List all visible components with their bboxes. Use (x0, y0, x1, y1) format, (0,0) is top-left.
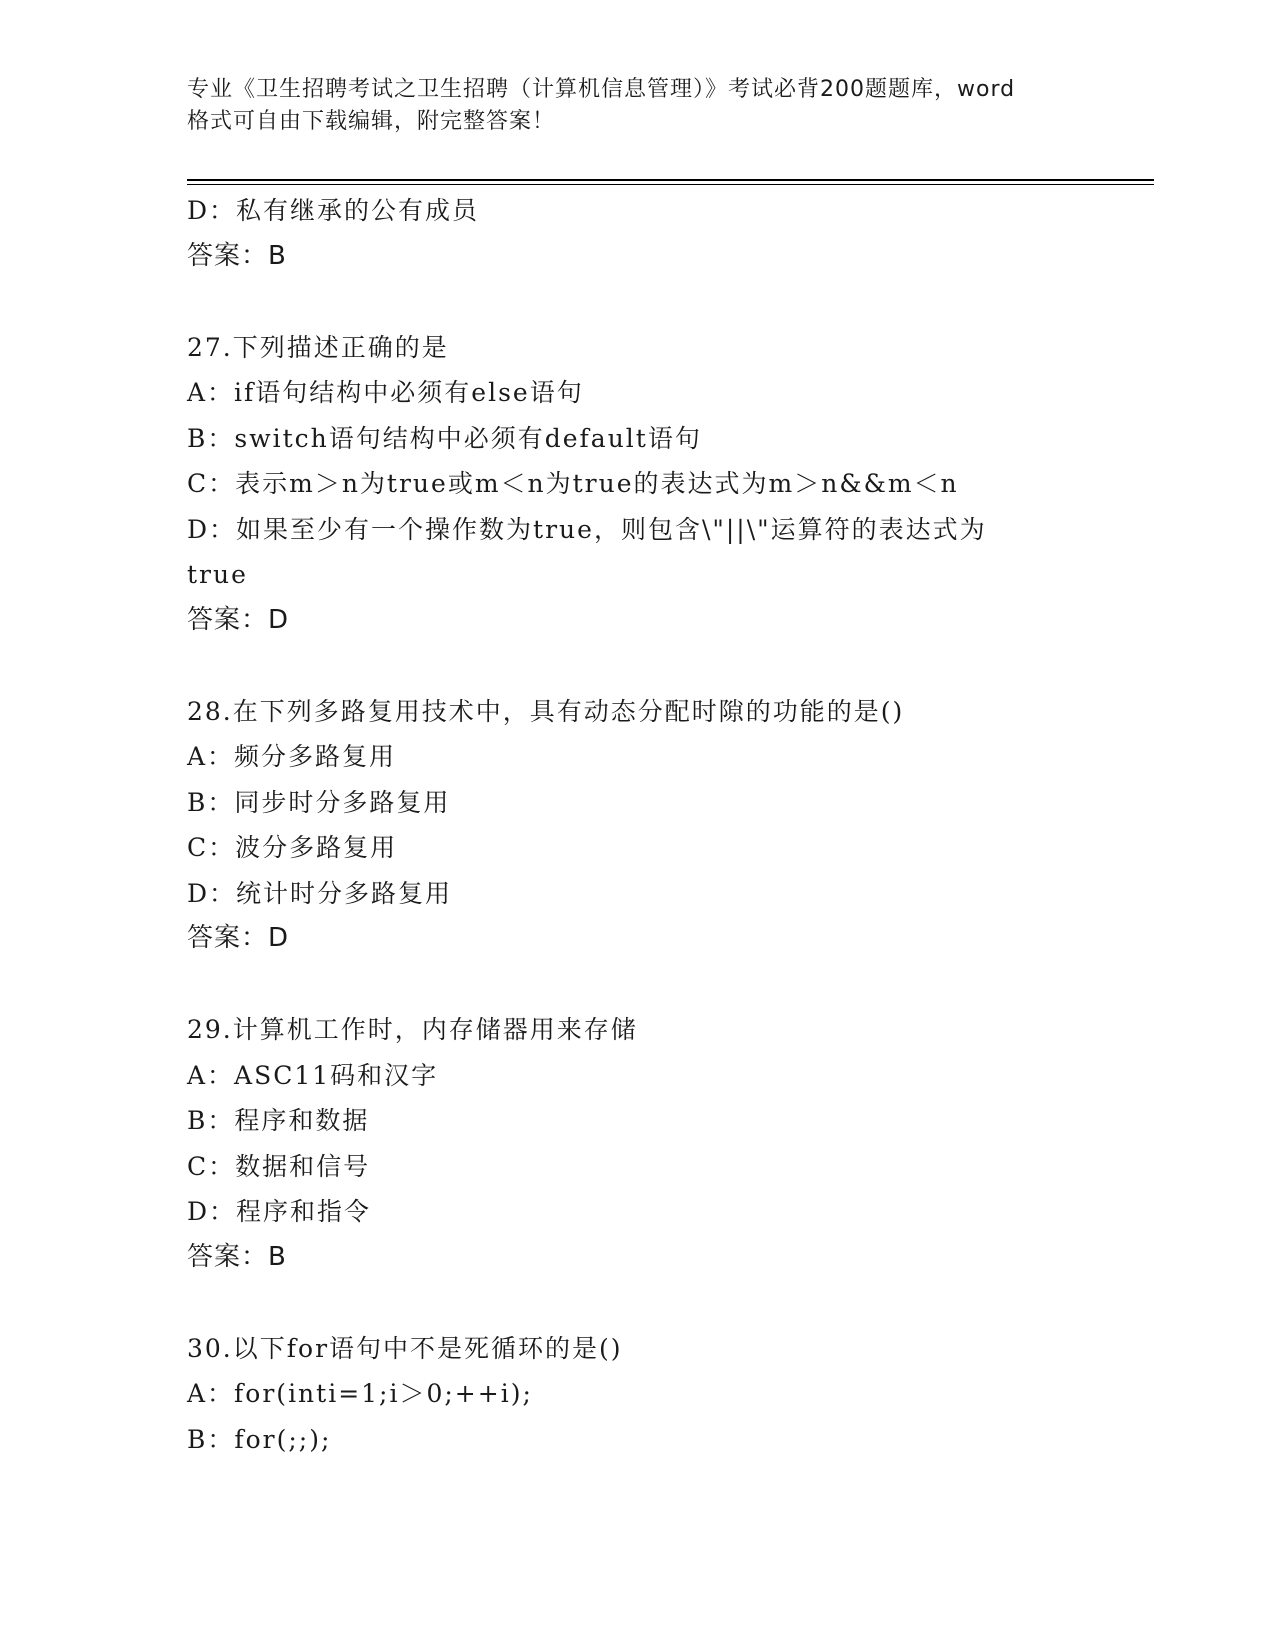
option-c: C：表示m＞n为true或m＜n为true的表达式为m＞n&&m＜n (187, 469, 959, 498)
header-rule-thin (187, 184, 1154, 185)
option-b: B：同步时分多路复用 (187, 787, 451, 817)
option-d: D：程序和指令 (187, 1197, 372, 1226)
question-30 (187, 1326, 1087, 1463)
option-d: D：统计时分多路复用 (187, 878, 453, 908)
option-d-continuation: true (187, 560, 248, 589)
option-c: C：数据和信号 (187, 1151, 371, 1181)
answer-line: 答案：B (187, 240, 287, 271)
answer-line: 答案：D (187, 923, 290, 953)
option-c: C：波分多路复用 (187, 833, 398, 862)
header-rule-thick (187, 179, 1154, 181)
question-list (187, 188, 1087, 1462)
option-b: B：for(;;); (187, 1424, 332, 1454)
option-b: B：程序和数据 (187, 1106, 370, 1135)
option-b: B：switch语句结构中必须有default语句 (187, 423, 702, 453)
option-a: A：for(inti=1;i＞0;++i); (187, 1379, 533, 1408)
question-29 (187, 1007, 1087, 1280)
question-stem: 29.计算机工作时，内存储器用来存储 (187, 1015, 638, 1044)
answer-line: 答案：D (187, 604, 290, 635)
question-26-tail (187, 188, 1087, 279)
option-a: A：ASC11码和汉字 (187, 1060, 439, 1090)
spacer (187, 643, 1087, 689)
question-stem: 28.在下列多路复用技术中，具有动态分配时隙的功能的是() (187, 696, 905, 726)
option-d: D：如果至少有一个操作数为true，则包含\"||\"运算符的表达式为 (187, 514, 987, 544)
question-stem: 30.以下for语句中不是死循环的是() (187, 1333, 623, 1363)
answer-line: 答案：B (187, 1241, 287, 1272)
spacer (187, 279, 1087, 325)
option-d: D：私有继承的公有成员 (187, 196, 480, 225)
spacer (187, 962, 1087, 1008)
option-a: A：if语句结构中必须有else语句 (187, 378, 584, 407)
option-a: A：频分多路复用 (187, 742, 397, 771)
spacer (187, 1280, 1087, 1326)
question-28 (187, 689, 1087, 962)
document-header: 专业《卫生招聘考试之卫生招聘（计算机信息管理）》考试必背200题题库，word 格式可自由下载编辑，附完整答案！ (187, 77, 1016, 134)
question-27 (187, 325, 1087, 644)
question-stem: 27.下列描述正确的是 (187, 332, 449, 362)
